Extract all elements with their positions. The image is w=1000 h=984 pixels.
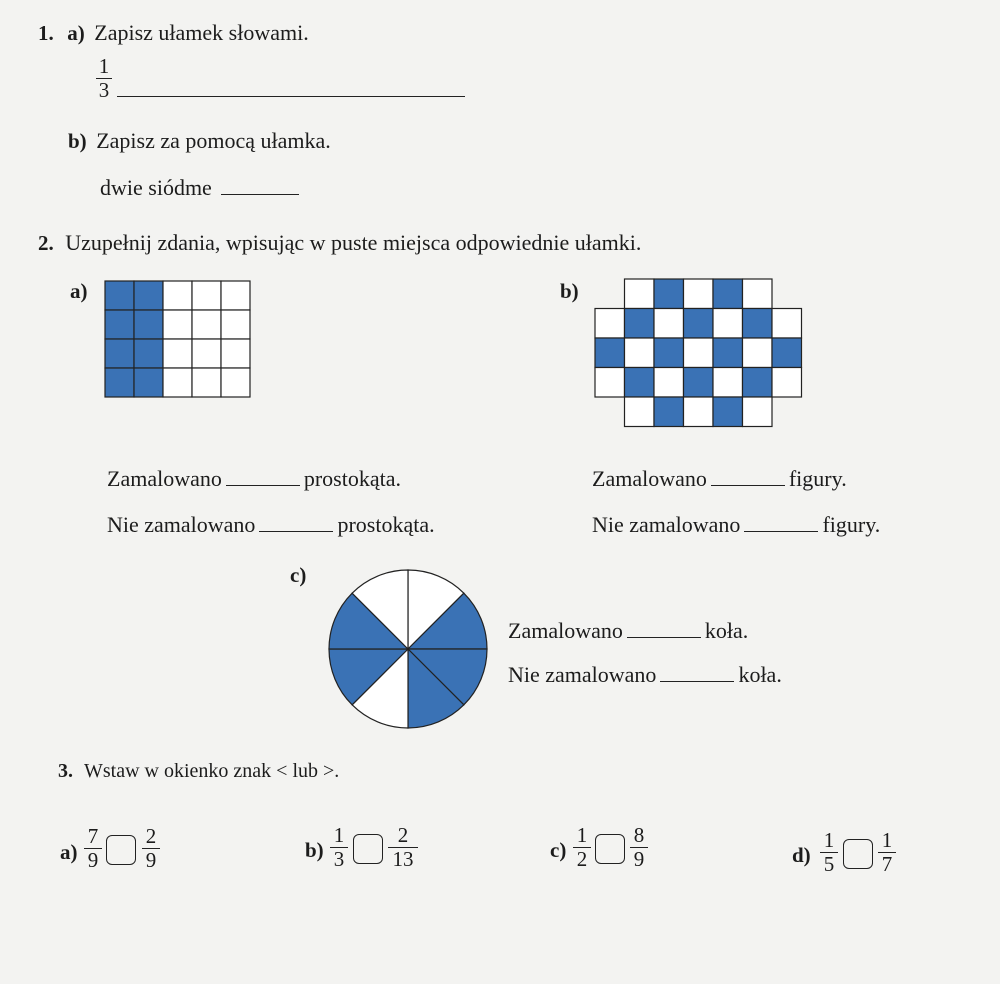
task2a-blank-2[interactable]	[259, 531, 333, 532]
figure-cell	[684, 368, 714, 398]
grid-cell	[163, 310, 192, 339]
task3c-right-fraction	[630, 825, 648, 870]
task3c-answer-box[interactable]	[595, 834, 625, 864]
grid-cell	[105, 368, 134, 397]
task1b-phrase: dwie siódme	[100, 175, 212, 200]
grid-cell	[192, 368, 221, 397]
task3a-right-fraction	[142, 826, 160, 871]
fraction-numerator: 1	[823, 828, 835, 852]
task2b-checkered-figure	[595, 279, 803, 429]
figure-cell	[772, 338, 802, 368]
grid-cell	[105, 281, 134, 310]
task2c-line2-start: Nie zamalowano	[508, 662, 657, 687]
figure-cell	[595, 309, 625, 339]
figure-cell	[743, 279, 773, 309]
task2-number: 2.	[38, 231, 54, 255]
task1b-line	[100, 175, 303, 201]
figure-cell	[772, 309, 802, 339]
task1a-letter: a)	[67, 21, 85, 45]
fraction-denominator: 2	[576, 847, 588, 871]
task2c-blank-1[interactable]	[627, 637, 701, 638]
task2a-rectangle-grid	[105, 281, 251, 398]
fraction-numerator: 1	[98, 54, 110, 78]
task2c-blank-2[interactable]	[660, 681, 734, 682]
fraction-denominator: 9	[633, 847, 645, 871]
task2b-letter: b)	[560, 279, 579, 303]
fraction-denominator: 3	[98, 78, 110, 102]
figure-cell	[654, 338, 684, 368]
task2b-line1-start: Zamalowano	[592, 466, 707, 491]
figure-cell	[713, 338, 743, 368]
grid-cell	[163, 368, 192, 397]
fraction-numerator: 2	[145, 824, 157, 848]
task3d-right-fraction	[878, 830, 896, 875]
task1-heading	[38, 20, 309, 46]
fraction-denominator: 9	[87, 848, 99, 872]
task1a-instruction: Zapisz ułamek słowami.	[94, 20, 309, 45]
task2c-letter: c)	[290, 563, 307, 587]
task1b-letter: b)	[68, 129, 87, 153]
figure-cell	[684, 279, 714, 309]
task2c-line1-end: koła.	[704, 618, 749, 643]
task2b-line2-start: Nie zamalowano	[592, 512, 741, 537]
task2a-line2-end: prostokąta.	[337, 512, 435, 537]
task2b-sentence-2	[592, 512, 880, 538]
grid-cell	[221, 339, 250, 368]
figure-cell	[684, 309, 714, 339]
task3d-letter: d)	[792, 843, 811, 867]
task3a-answer-box[interactable]	[106, 835, 136, 865]
task3b-right-fraction	[388, 825, 418, 870]
task2c-sentence-2	[508, 662, 782, 688]
grid-cell	[134, 339, 163, 368]
task2c-sentence-1	[508, 618, 748, 644]
grid-cell	[221, 368, 250, 397]
task1a-fraction	[96, 56, 112, 101]
figure-cell	[772, 368, 802, 398]
figure-cell	[654, 279, 684, 309]
grid-cell	[105, 310, 134, 339]
task2a-line1-start: Zamalowano	[107, 466, 222, 491]
fraction-denominator: 7	[881, 852, 893, 876]
fraction-denominator: 5	[823, 852, 835, 876]
figure-cell	[684, 338, 714, 368]
task1a-answer-line[interactable]	[117, 96, 465, 97]
grid-cell	[163, 281, 192, 310]
task3-instruction: Wstaw w okienko znak < lub >.	[84, 760, 340, 782]
figure-cell	[595, 368, 625, 398]
figure-cell	[713, 309, 743, 339]
task3d-answer-box[interactable]	[843, 839, 873, 869]
grid-cell	[221, 281, 250, 310]
fraction-denominator: 13	[392, 847, 414, 871]
task1b-heading	[68, 128, 331, 154]
grid-cell	[192, 339, 221, 368]
task2b-sentence-1	[592, 466, 847, 492]
grid-cell	[105, 339, 134, 368]
fraction-numerator: 8	[633, 823, 645, 847]
figure-cell	[654, 368, 684, 398]
fraction-numerator: 1	[881, 828, 893, 852]
task2a-sentence-2	[107, 512, 435, 538]
task3a-left-fraction	[84, 826, 102, 871]
grid-cell	[192, 281, 221, 310]
task2b-blank-2[interactable]	[744, 531, 818, 532]
task2a-line2-start: Nie zamalowano	[107, 512, 256, 537]
task3a-letter: a)	[60, 840, 78, 864]
figure-cell	[713, 368, 743, 398]
task2-heading	[38, 230, 641, 256]
figure-cell	[595, 338, 625, 368]
figure-cell	[743, 309, 773, 339]
task3-number: 3.	[58, 760, 73, 782]
grid-cell	[221, 310, 250, 339]
figure-cell	[743, 338, 773, 368]
figure-cell	[684, 397, 714, 427]
task3b-left-fraction	[330, 825, 348, 870]
figure-cell	[625, 309, 655, 339]
task3c-letter: c)	[550, 838, 567, 862]
task2b-line1-end: figury.	[788, 466, 847, 491]
figure-cell	[625, 338, 655, 368]
task2c-line2-end: koła.	[738, 662, 782, 687]
figure-cell	[625, 279, 655, 309]
fraction-denominator: 9	[145, 848, 157, 872]
figure-cell	[625, 397, 655, 427]
fraction-numerator: 1	[576, 823, 588, 847]
grid-cell	[192, 310, 221, 339]
task2a-sentence-1	[107, 466, 401, 492]
task2b-blank-1[interactable]	[711, 485, 785, 486]
fraction-numerator: 7	[87, 824, 99, 848]
figure-cell	[625, 368, 655, 398]
task3d-left-fraction	[820, 830, 838, 875]
task2b-line2-end: figury.	[822, 512, 881, 537]
figure-cell	[654, 397, 684, 427]
task2a-line1-end: prostokąta.	[303, 466, 402, 491]
grid-cell	[134, 310, 163, 339]
task2c-line1-start: Zamalowano	[508, 618, 623, 643]
grid-cell	[163, 339, 192, 368]
task3c-left-fraction	[573, 825, 591, 870]
task1b-instruction: Zapisz za pomocą ułamka.	[96, 128, 331, 153]
task1-number: 1.	[38, 21, 54, 45]
figure-cell	[743, 397, 773, 427]
figure-cell	[713, 397, 743, 427]
grid-cell	[134, 281, 163, 310]
grid-cell	[134, 368, 163, 397]
fraction-denominator: 3	[333, 847, 345, 871]
figure-cell	[654, 309, 684, 339]
fraction-numerator: 2	[397, 823, 409, 847]
task2c-circle	[328, 569, 488, 729]
fraction-numerator: 1	[333, 823, 345, 847]
task2a-letter: a)	[70, 279, 88, 303]
task3b-answer-box[interactable]	[353, 834, 383, 864]
figure-cell	[743, 368, 773, 398]
task2a-blank-1[interactable]	[226, 485, 300, 486]
task2-instruction: Uzupełnij zdania, wpisując w puste miejsca odpowiednie ułamki.	[65, 230, 642, 255]
figure-cell	[713, 279, 743, 309]
task3b-letter: b)	[305, 838, 324, 862]
task3-heading	[58, 760, 339, 783]
task1b-answer-blank[interactable]	[221, 194, 299, 195]
